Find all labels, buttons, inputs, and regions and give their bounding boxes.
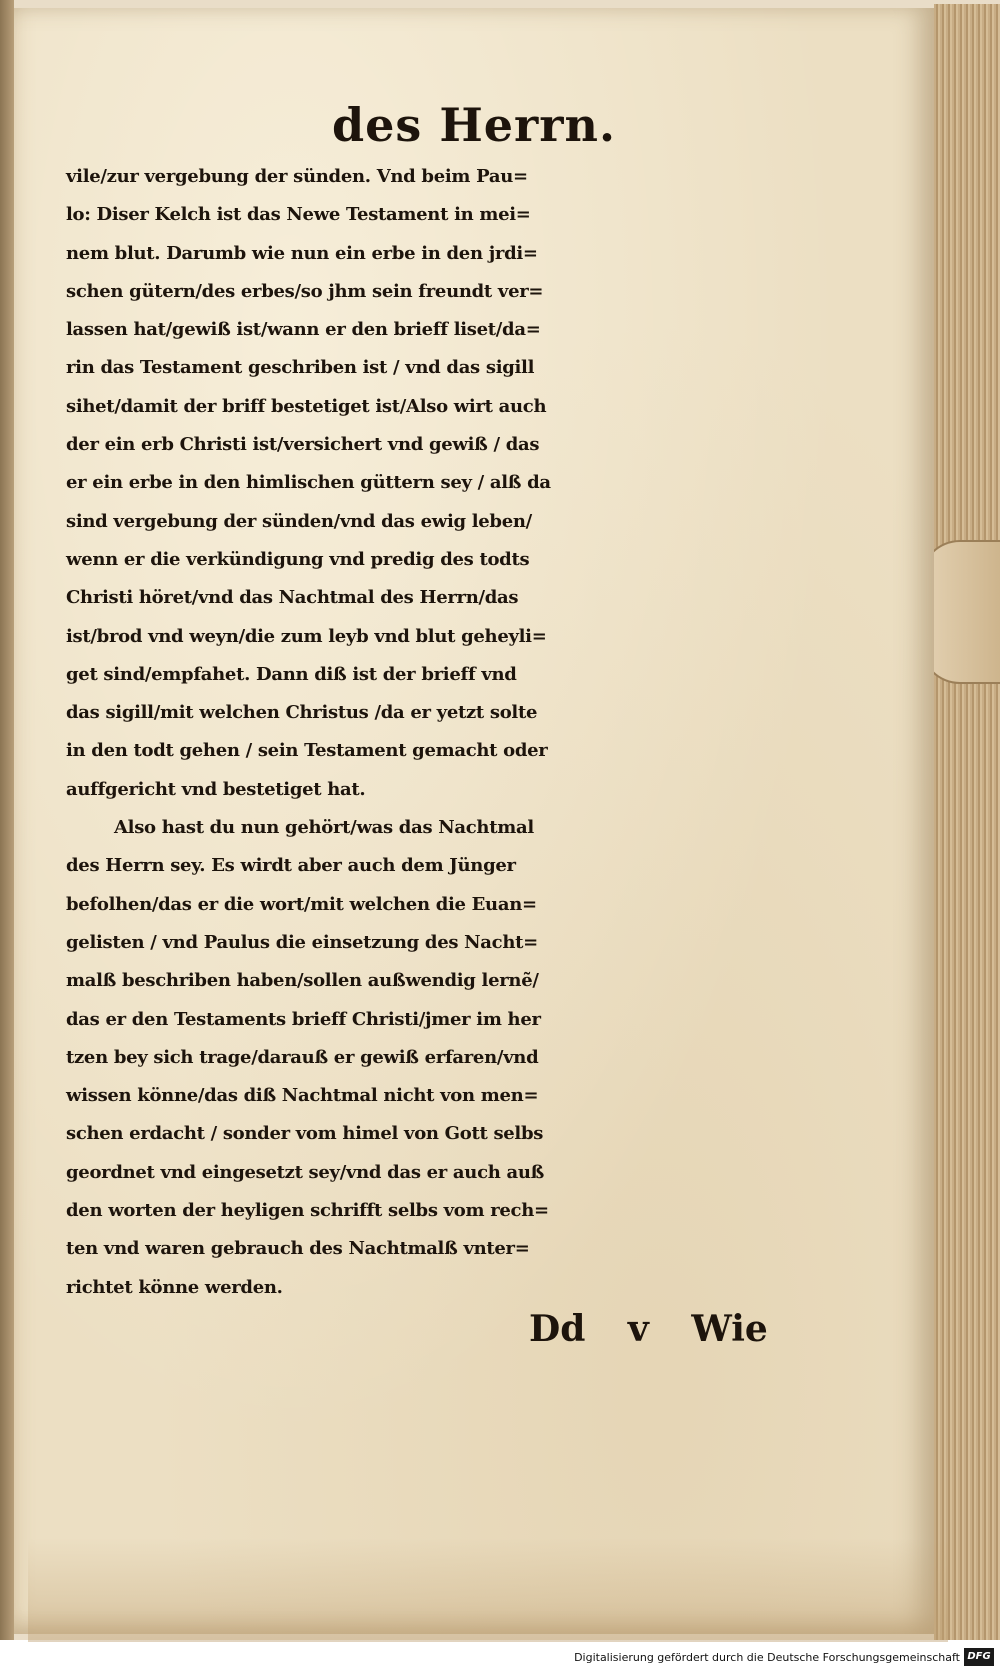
binding-shadow (0, 0, 14, 1640)
text-line: ten vnd waren gebrauch des Nachtmalß vnter= (66, 1238, 530, 1260)
page-edges (934, 4, 1000, 1640)
text-line: das er den Testaments brieff Christi/jmer im her (66, 1008, 541, 1030)
text-line: wenn er die verkündigung vnd predig des todts (66, 548, 530, 570)
text-line: malß beschriben haben/sollen außwendig lernẽ/ (66, 970, 539, 992)
signature-mark: Dd v (529, 1308, 649, 1350)
text-line: das sigill/mit welchen Christus /da er yetzt solte (66, 702, 538, 724)
text-line: schen erdacht / sonder vom himel von Gott selbs (66, 1123, 544, 1145)
text-line: richtet könne werden. (66, 1276, 283, 1298)
text-line: sihet/damit der briff bestetiget ist/Also wirt auch (66, 395, 547, 417)
text-line: lassen hat/gewiß ist/wann er den brieff liset/da= (66, 319, 541, 341)
text-line: den worten der heyligen schrifft selbs vom rech= (66, 1200, 549, 1222)
text-line: er ein erbe in den himlischen güttern sey / alß da (66, 472, 551, 494)
text-line: ist/brod vnd weyn/die zum leyb vnd blut geheyli= (66, 625, 547, 647)
text-line: vile/zur vergebung der sünden. Vnd beim Pau= (66, 166, 528, 187)
text-line: gelisten / vnd Paulus die einsetzung des Nacht= (66, 931, 538, 953)
text-line: der ein erb Christi ist/versichert vnd gewiß / das (66, 434, 540, 456)
text-line: geordnet vnd eingesetzt sey/vnd das er auch auß (66, 1161, 545, 1183)
text-line: auffgericht vnd bestetiget hat. (66, 778, 366, 800)
running-title: des Herrn. (331, 98, 616, 152)
text-line: nem blut. Darumb wie nun ein erbe in den jrdi= (66, 242, 538, 264)
text-line: Also hast du nun gehört/was das Nachtmal (114, 817, 534, 839)
text-line: in den todt gehen / sein Testament gemacht oder (66, 740, 548, 762)
catchword-line (529, 1308, 768, 1350)
book-page (14, 8, 934, 1634)
funding-credit: Digitalisierung gefördert durch die Deutsche Forschungsgemeinschaft (574, 1651, 960, 1664)
text-line: wissen könne/das diß Nachtmal nicht von men= (66, 1085, 539, 1107)
text-line: schen gütern/des erbes/so jhm sein freundt ver= (66, 280, 544, 302)
body-text (66, 158, 766, 1307)
dfg-logo: DFG (964, 1648, 994, 1666)
text-line: Christi höret/vnd das Nachtmal des Herrn/das (66, 587, 519, 609)
text-line: des Herrn sey. Es wirdt aber auch dem Jünger (66, 855, 516, 877)
digitization-footer (0, 1645, 1000, 1679)
catchword: Wie (691, 1308, 768, 1350)
text-line: rin das Testament geschriben ist / vnd das sigill (66, 357, 535, 379)
text-line: tzen bey sich trage/darauß er gewiß erfaren/vnd (66, 1046, 539, 1068)
text-line: befolhen/das er die wort/mit welchen die Euan= (66, 893, 537, 915)
page-stain (28, 1538, 948, 1642)
text-line: lo: Diser Kelch ist das Newe Testament in mei= (66, 204, 531, 226)
text-line: sind vergebung der sünden/vnd das ewig leben/ (66, 510, 532, 532)
text-line: get sind/empfahet. Dann diß ist der brieff vnd (66, 663, 517, 685)
